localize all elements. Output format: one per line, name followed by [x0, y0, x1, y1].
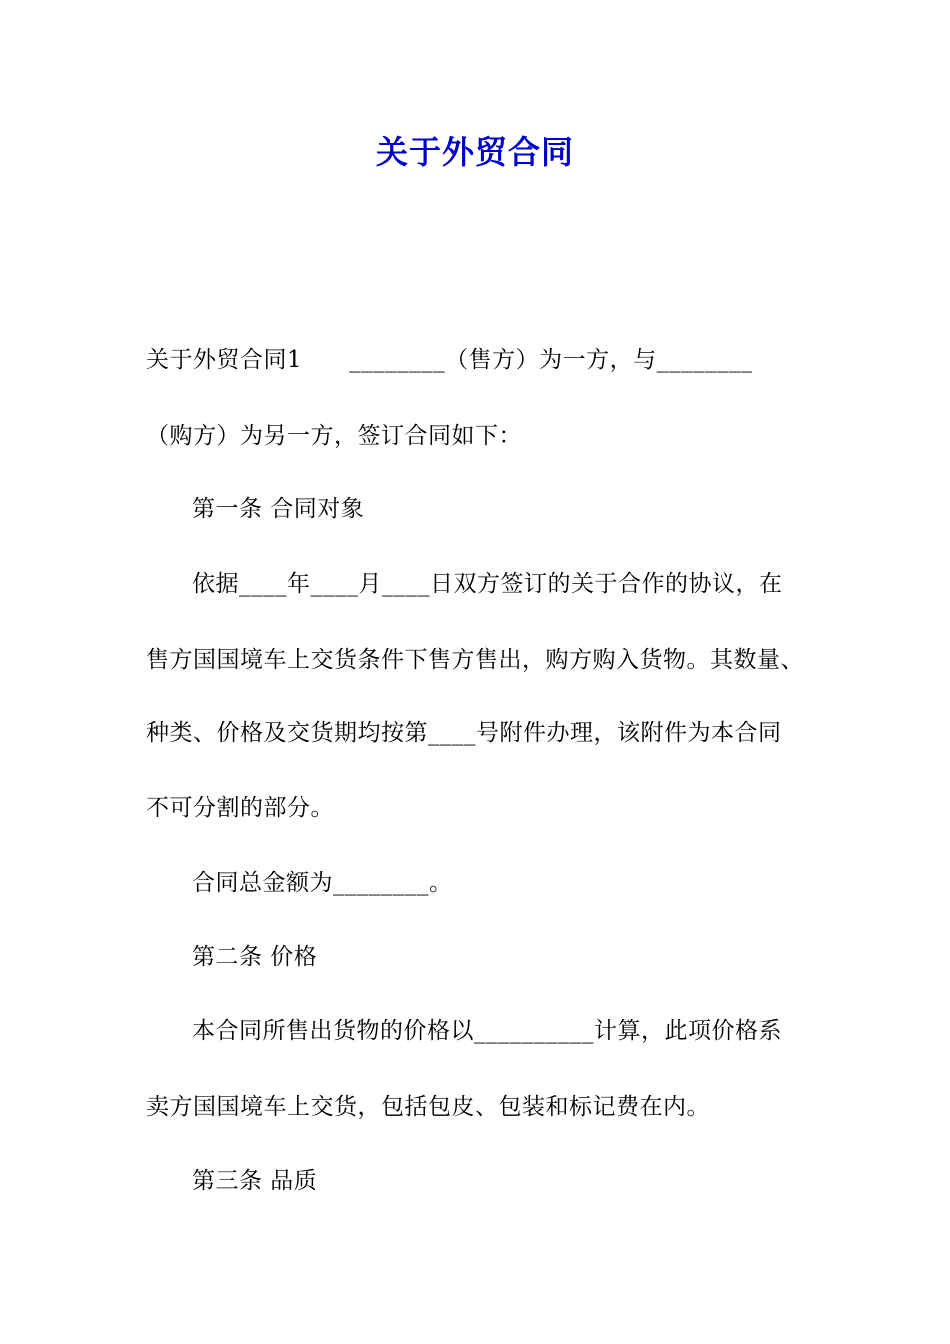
paragraph-line: 依据____年____月____日双方签订的关于合作的协议，在	[192, 571, 783, 597]
paragraph-line: （购方）为另一方，签订合同如下：	[146, 423, 522, 449]
document-title: 关于外贸合同	[375, 133, 574, 171]
paragraph-line: 售方国国境车上交货条件下售方售出，购方购入货物。其数量、	[146, 647, 804, 673]
paragraph-line: 卖方国国境车上交货，包括包皮、包装和标记费在内。	[146, 1094, 710, 1120]
section-heading: 第三条 品质	[192, 1168, 318, 1194]
section-heading: 第二条 价格	[192, 944, 318, 970]
paragraph-line: 关于外贸合同1 ________（售方）为一方，与________	[146, 347, 753, 373]
paragraph-line: 种类、价格及交货期均按第____号附件办理，该附件为本合同	[146, 720, 782, 746]
paragraph-line: 合同总金额为________。	[192, 870, 453, 896]
paragraph-line: 不可分割的部分。	[146, 795, 334, 821]
paragraph-line: 本合同所售出货物的价格以__________计算，此项价格系	[192, 1018, 782, 1044]
section-heading: 第一条 合同对象	[192, 496, 365, 522]
